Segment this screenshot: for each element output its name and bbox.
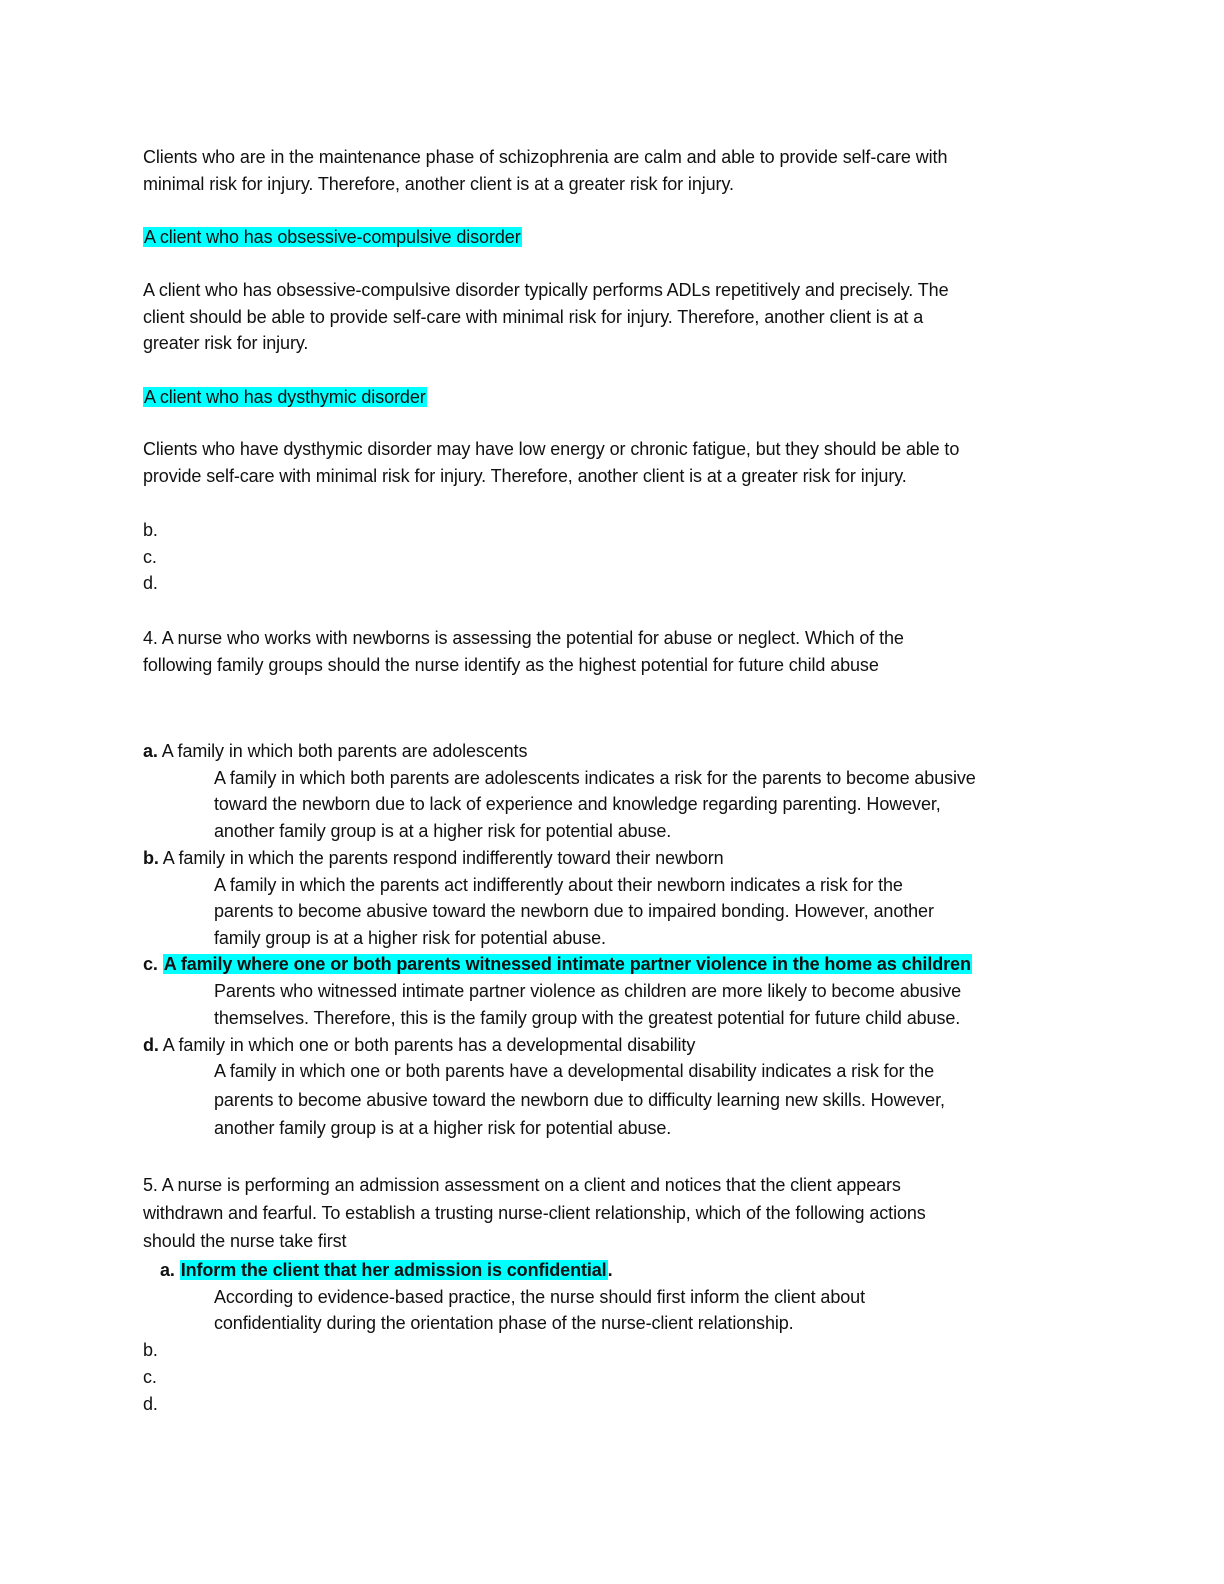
rationale-line: greater risk for injury. bbox=[143, 333, 309, 353]
question-stem: following family groups should the nurse identify as the highest potential for future child abuse bbox=[143, 655, 879, 675]
option-letter: d. bbox=[143, 1394, 158, 1414]
rationale-line: family group is at a higher risk for potential abuse. bbox=[214, 928, 606, 948]
q4-option-d bbox=[143, 1032, 695, 1059]
rationale-line: A family in which the parents act indifferently about their newborn indicates a risk for the bbox=[214, 875, 903, 895]
rationale-line: parents to become abusive toward the newborn due to difficulty learning new skills. However, bbox=[214, 1090, 945, 1110]
highlighted-text: A client who has obsessive-compulsive disorder bbox=[144, 227, 521, 247]
option-text: A family in which both parents are adolescents bbox=[161, 741, 528, 761]
question-stem: withdrawn and fearful. To establish a trusting nurse-client relationship, which of the following actions bbox=[143, 1203, 926, 1223]
option-letter: d. bbox=[143, 573, 158, 593]
option-letter: c. bbox=[143, 954, 158, 974]
q5-option-a-correct bbox=[160, 1257, 613, 1284]
option-letter: a. bbox=[143, 741, 158, 761]
rationale-line: themselves. Therefore, this is the family group with the greatest potential for future child abuse. bbox=[214, 1008, 961, 1028]
rationale-line: provide self-care with minimal risk for injury. Therefore, another client is at a greater risk for injury. bbox=[143, 466, 907, 486]
option-letter: c. bbox=[143, 1367, 157, 1387]
option-letter: d. bbox=[143, 1035, 159, 1055]
option-letter: c. bbox=[143, 547, 157, 567]
highlighted-text: A client who has dysthymic disorder bbox=[144, 387, 426, 407]
q4-option-a bbox=[143, 738, 527, 765]
highlighted-answer: A family where one or both parents witnessed intimate partner violence in the home as children bbox=[163, 954, 971, 974]
q4-option-b bbox=[143, 845, 724, 872]
rationale-line: A family in which one or both parents have a developmental disability indicates a risk for the bbox=[214, 1061, 934, 1081]
question-stem: 5. A nurse is performing an admission assessment on a client and notices that the client appears bbox=[143, 1175, 901, 1195]
option-letter: b. bbox=[143, 520, 158, 540]
paragraph-line: Clients who are in the maintenance phase of schizophrenia are calm and able to provide self-care with bbox=[143, 147, 948, 167]
question-stem: should the nurse take first bbox=[143, 1231, 347, 1251]
answer-option-ocd bbox=[143, 224, 522, 251]
option-text: A family in which the parents respond indifferently toward their newborn bbox=[162, 848, 724, 868]
rationale-line: another family group is at a higher risk for potential abuse. bbox=[214, 1118, 672, 1138]
rationale-line: Clients who have dysthymic disorder may have low energy or chronic fatigue, but they should be able to bbox=[143, 439, 960, 459]
option-text: A family in which one or both parents has a developmental disability bbox=[162, 1035, 696, 1055]
rationale-line: A client who has obsessive-compulsive disorder typically performs ADLs repetitively and precisely. The bbox=[143, 280, 949, 300]
answer-option-dysthymic bbox=[143, 384, 427, 411]
rationale-line: toward the newborn due to lack of experience and knowledge regarding parenting. However, bbox=[214, 794, 941, 814]
paragraph-line: minimal risk for injury. Therefore, another client is at a greater risk for injury. bbox=[143, 174, 734, 194]
option-letter: b. bbox=[143, 1340, 158, 1360]
highlighted-answer: Inform the client that her admission is confidential bbox=[180, 1260, 607, 1280]
rationale-line: another family group is at a higher risk for potential abuse. bbox=[214, 821, 672, 841]
rationale-line: parents to become abusive toward the newborn due to impaired bonding. However, another bbox=[214, 901, 934, 921]
rationale-line: According to evidence-based practice, the nurse should first inform the client about bbox=[214, 1287, 865, 1307]
option-letter: a. bbox=[160, 1260, 175, 1280]
rationale-line: A family in which both parents are adolescents indicates a risk for the parents to become abusive bbox=[214, 768, 976, 788]
question-stem: 4. A nurse who works with newborns is assessing the potential for abuse or neglect. Which of the bbox=[143, 628, 904, 648]
q4-option-c-correct bbox=[143, 951, 972, 978]
rationale-line: Parents who witnessed intimate partner violence as children are more likely to become abusive bbox=[214, 981, 962, 1001]
option-letter: b. bbox=[143, 848, 159, 868]
answer-period: . bbox=[607, 1260, 613, 1280]
rationale-line: client should be able to provide self-care with minimal risk for injury. Therefore, another client is at a bbox=[143, 307, 924, 327]
rationale-line: confidentiality during the orientation phase of the nurse-client relationship. bbox=[214, 1313, 794, 1333]
